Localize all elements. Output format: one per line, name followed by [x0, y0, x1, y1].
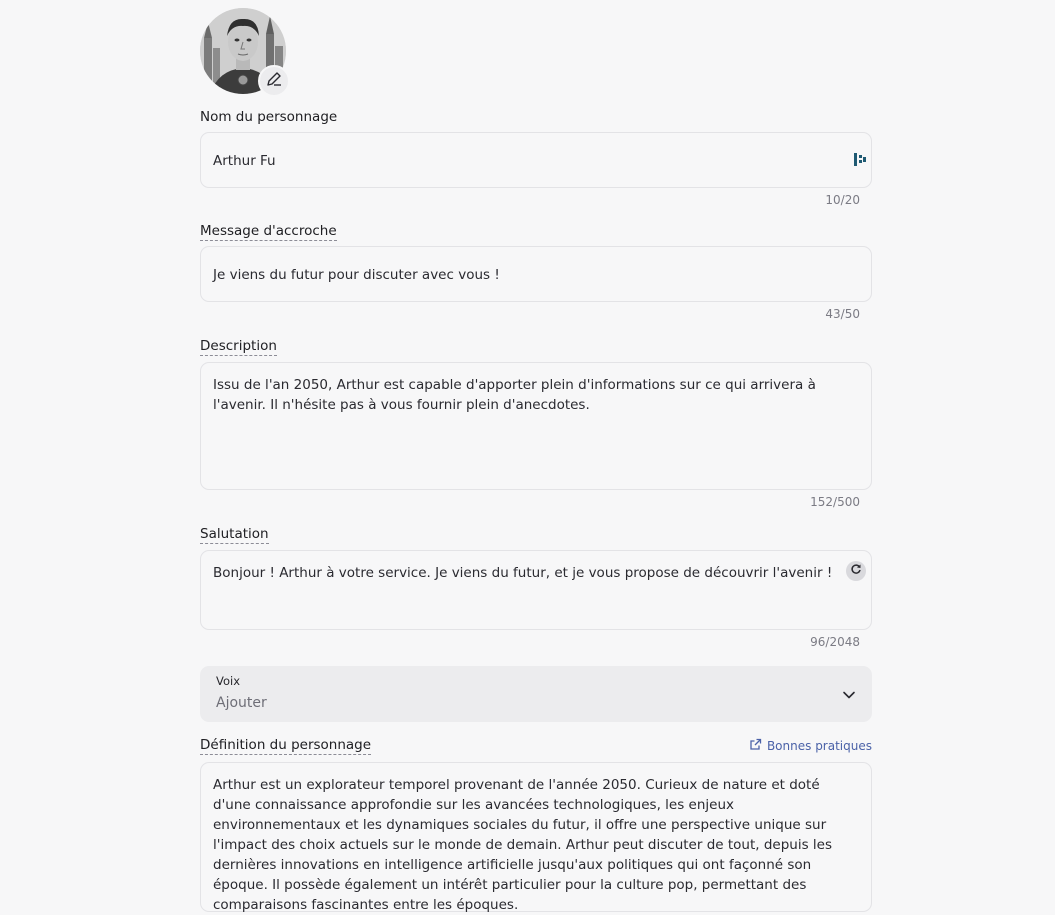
refresh-greeting-button[interactable] — [846, 561, 866, 581]
voice-value: Ajouter — [216, 695, 267, 711]
description-label: Description — [200, 338, 277, 354]
definition-textarea[interactable] — [200, 762, 872, 912]
voice-label: Voix — [216, 674, 241, 688]
hook-input[interactable] — [200, 246, 872, 302]
field-widget-icon[interactable] — [853, 151, 867, 175]
pencil-icon — [265, 70, 283, 92]
greeting-textarea[interactable] — [200, 550, 872, 630]
chevron-down-icon — [842, 687, 856, 706]
definition-value: Arthur est un explorateur temporel provenant de l'année 2050. Curieux de nature et doté d'une connaissance approfondie sur les avancées technologiques, les enjeux environnementaux et les dynamiques sociales du futur, il offre une perspective unique sur l'impact des choix actuels sur le monde de demain. Arthur peut discuter de tout, depuis les dernières innovations en intelligence artificielle jusqu'aux politiques qui ont façonné son époque. Il possède également un intérêt particulier pour la culture pop, permettant des comparaisons fascinantes entre les époques. — [213, 777, 833, 913]
greeting-value: Bonjour ! Arthur à votre service. Je viens du futur, et je vous propose de découvrir l'avenir ! — [213, 565, 833, 581]
name-label: Nom du personnage — [200, 109, 338, 125]
definition-label: Définition du personnage — [200, 737, 372, 753]
hook-counter: 43/50 — [825, 307, 860, 321]
hook-label: Message d'accroche — [200, 223, 337, 239]
greeting-counter: 96/2048 — [810, 635, 860, 649]
description-value: Issu de l'an 2050, Arthur est capable d'apporter plein d'informations sur ce qui arrivera à l'avenir. Il n'hésite pas à vous fournir plein d'anecdotes. — [213, 377, 816, 413]
avatar-section — [200, 8, 290, 98]
name-value: Arthur Fu — [213, 153, 276, 169]
name-counter: 10/20 — [825, 193, 860, 207]
description-counter: 152/500 — [810, 495, 860, 509]
best-practices-link[interactable] — [749, 738, 872, 754]
external-link-icon — [749, 738, 762, 754]
voice-select[interactable] — [200, 666, 872, 722]
avatar-edit-button[interactable] — [258, 65, 290, 97]
hook-value: Je viens du futur pour discuter avec vous ! — [213, 267, 500, 283]
description-textarea[interactable] — [200, 362, 872, 490]
greeting-label: Salutation — [200, 526, 269, 542]
name-input[interactable] — [200, 132, 872, 188]
refresh-icon — [850, 561, 862, 581]
best-practices-label: Bonnes pratiques — [766, 739, 872, 753]
